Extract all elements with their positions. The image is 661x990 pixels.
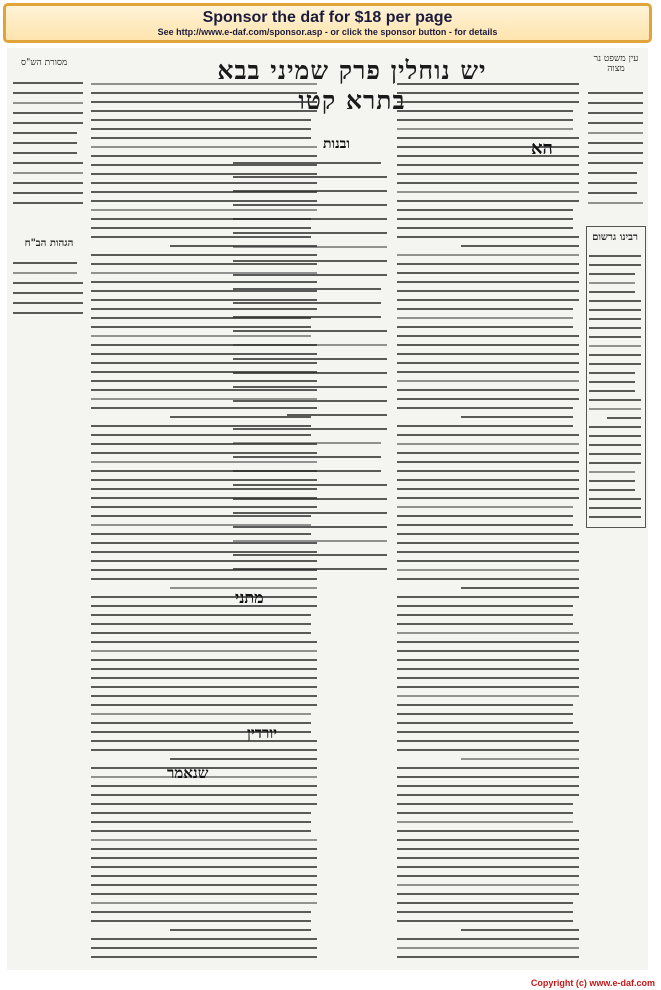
text-line	[91, 956, 317, 958]
text-line	[397, 668, 579, 670]
text-line	[397, 236, 579, 238]
text-line	[91, 677, 317, 679]
text-line	[13, 302, 83, 304]
text-line	[589, 363, 641, 365]
text-line	[397, 182, 579, 184]
text-line	[397, 263, 579, 265]
text-line	[397, 461, 579, 463]
text-line	[397, 947, 579, 949]
text-line	[397, 938, 579, 940]
text-line	[397, 920, 573, 922]
text-line	[589, 399, 641, 401]
text-line	[397, 848, 579, 850]
text-line	[397, 569, 579, 571]
page-headline: יש נוחלין פרק שמיני בבא בתרא קטו	[217, 56, 487, 115]
text-line	[91, 857, 317, 859]
text-line	[13, 192, 83, 194]
text-line	[589, 480, 635, 482]
text-line	[397, 200, 579, 202]
text-line	[91, 605, 317, 607]
text-line	[589, 336, 641, 338]
mishna-marker: הא	[531, 138, 553, 159]
text-line	[233, 512, 387, 514]
text-line	[397, 344, 579, 346]
text-line	[588, 102, 643, 104]
text-line	[397, 875, 579, 877]
text-line	[91, 794, 317, 796]
text-line	[588, 152, 643, 154]
text-line	[589, 291, 635, 293]
text-line	[91, 722, 311, 724]
text-line	[233, 232, 387, 234]
text-line	[91, 686, 317, 688]
text-line	[91, 632, 311, 634]
text-line	[589, 255, 641, 257]
text-line	[397, 731, 579, 733]
hagahot-column	[13, 254, 83, 314]
rabbeinu-gershom-label: רבינו גרשום	[592, 232, 638, 243]
text-line	[13, 262, 77, 264]
text-line	[91, 902, 317, 904]
text-line	[397, 632, 579, 634]
text-line	[397, 110, 573, 112]
text-line	[607, 417, 641, 419]
text-line	[91, 839, 317, 841]
text-line	[588, 162, 643, 164]
text-line	[397, 290, 579, 292]
text-line	[91, 938, 317, 940]
text-line	[588, 112, 643, 114]
sponsor-subtitle: See http://www.e-daf.com/sponsor.asp - or click the sponsor button - for details	[157, 27, 498, 37]
text-line	[397, 299, 579, 301]
text-line	[13, 82, 83, 84]
text-line	[461, 929, 579, 931]
text-line	[397, 308, 573, 310]
text-line	[91, 875, 317, 877]
text-line	[461, 245, 579, 247]
text-line	[13, 152, 77, 154]
text-line	[233, 540, 387, 542]
text-line	[13, 102, 83, 104]
text-line	[91, 749, 317, 751]
text-line	[397, 614, 573, 616]
copyright-notice: Copyright (c) www.e-daf.com	[530, 978, 655, 988]
text-line	[233, 260, 387, 262]
text-line	[461, 587, 579, 589]
text-line	[233, 218, 387, 220]
text-line	[91, 101, 317, 103]
text-line	[397, 956, 579, 958]
text-line	[397, 101, 579, 103]
text-line	[91, 821, 311, 823]
ein-mishpat-column	[588, 84, 643, 204]
text-line	[233, 428, 387, 430]
text-line	[397, 218, 573, 220]
text-line	[397, 704, 573, 706]
text-line	[397, 839, 579, 841]
text-line	[589, 300, 641, 302]
text-line	[589, 462, 641, 464]
text-line	[397, 128, 573, 130]
mishna-word: מתני	[235, 588, 264, 607]
text-line	[233, 386, 387, 388]
text-line	[589, 435, 641, 437]
rabbeinu-gershom-column	[589, 248, 641, 522]
text-line	[397, 740, 579, 742]
text-line	[91, 893, 317, 895]
text-line	[13, 202, 83, 204]
gemara-column	[233, 150, 387, 580]
text-line	[91, 695, 317, 697]
text-line	[397, 371, 579, 373]
text-line	[588, 142, 643, 144]
text-line	[588, 92, 643, 94]
text-line	[233, 246, 387, 248]
text-line	[397, 335, 579, 337]
text-line	[397, 488, 579, 490]
text-line	[397, 776, 579, 778]
mesorah-column	[13, 74, 83, 204]
sponsor-title[interactable]: Sponsor the daf for $18 per page	[202, 9, 453, 26]
talmud-page-scan	[7, 48, 648, 970]
text-line	[588, 132, 643, 134]
text-line	[13, 282, 83, 284]
text-line	[589, 516, 641, 518]
text-line	[13, 162, 83, 164]
text-line	[397, 794, 579, 796]
text-line	[397, 659, 579, 661]
text-line	[233, 568, 387, 570]
text-line	[233, 316, 381, 318]
text-line	[397, 713, 573, 715]
text-line	[397, 650, 579, 652]
text-line	[397, 407, 573, 409]
text-line	[397, 164, 579, 166]
text-line	[397, 515, 573, 517]
text-line	[397, 902, 573, 904]
text-line	[233, 344, 387, 346]
text-line	[91, 137, 311, 139]
text-line	[589, 426, 641, 428]
rashi-column	[397, 76, 579, 960]
text-line	[397, 497, 579, 499]
text-line	[91, 128, 311, 130]
lower-word-sheneemar: שנאמר	[167, 764, 209, 782]
text-line	[589, 444, 641, 446]
text-line	[397, 506, 573, 508]
text-line	[13, 142, 77, 144]
text-line	[397, 191, 579, 193]
text-line	[170, 758, 317, 760]
text-line	[233, 302, 381, 304]
text-line	[397, 749, 579, 751]
text-line	[91, 920, 311, 922]
text-line	[13, 132, 77, 134]
text-line	[13, 112, 83, 114]
text-line	[91, 866, 317, 868]
text-line	[397, 821, 573, 823]
text-line	[397, 560, 579, 562]
text-line	[589, 273, 635, 275]
text-line	[91, 911, 311, 913]
text-line	[397, 83, 579, 85]
text-line	[589, 453, 641, 455]
text-line	[589, 507, 641, 509]
mesorah-label: מסורת הש"ס	[21, 58, 68, 68]
text-line	[13, 312, 83, 314]
text-line	[397, 722, 573, 724]
text-line	[397, 119, 573, 121]
text-line	[233, 330, 387, 332]
text-line	[233, 176, 387, 178]
text-line	[397, 866, 579, 868]
text-line	[397, 812, 573, 814]
text-line	[91, 650, 317, 652]
text-line	[397, 830, 579, 832]
text-line	[233, 372, 387, 374]
text-line	[397, 695, 579, 697]
text-line	[397, 785, 579, 787]
text-line	[397, 380, 579, 382]
text-line	[397, 92, 579, 94]
text-line	[91, 659, 317, 661]
text-line	[91, 92, 317, 94]
text-line	[589, 408, 641, 410]
text-line	[397, 578, 579, 580]
text-line	[287, 414, 387, 416]
text-line	[397, 317, 573, 319]
text-line	[397, 803, 573, 805]
text-line	[170, 929, 311, 931]
text-line	[397, 677, 579, 679]
text-line	[397, 524, 573, 526]
text-line	[397, 893, 579, 895]
text-line	[13, 182, 83, 184]
text-line	[91, 641, 317, 643]
text-line	[589, 381, 635, 383]
text-line	[91, 668, 317, 670]
text-line	[91, 830, 311, 832]
text-line	[91, 947, 317, 949]
text-line	[589, 282, 635, 284]
text-line	[589, 318, 641, 320]
text-line	[397, 254, 579, 256]
text-line	[589, 489, 635, 491]
text-line	[233, 162, 381, 164]
text-line	[588, 192, 637, 194]
text-line	[13, 122, 83, 124]
text-line	[91, 623, 311, 625]
text-line	[91, 884, 317, 886]
text-line	[397, 389, 579, 391]
text-line	[397, 857, 579, 859]
text-line	[91, 596, 317, 598]
text-line	[397, 596, 579, 598]
text-line	[461, 416, 573, 418]
text-line	[397, 173, 579, 175]
text-line	[233, 358, 387, 360]
text-line	[91, 614, 311, 616]
text-line	[233, 288, 381, 290]
text-line	[233, 470, 381, 472]
text-line	[461, 758, 579, 760]
text-line	[13, 272, 77, 274]
text-line	[589, 345, 641, 347]
text-line	[397, 641, 579, 643]
text-line	[588, 182, 637, 184]
text-line	[91, 110, 317, 112]
text-line	[91, 803, 317, 805]
text-line	[397, 281, 579, 283]
text-line	[233, 274, 387, 276]
text-line	[397, 425, 573, 427]
gemara-opening-word: ובנות	[323, 136, 351, 152]
text-line	[397, 884, 579, 886]
text-line	[91, 713, 311, 715]
text-line	[588, 202, 643, 204]
text-line	[233, 400, 387, 402]
text-line	[397, 272, 579, 274]
text-line	[233, 498, 387, 500]
text-line	[233, 526, 387, 528]
text-line	[397, 353, 579, 355]
text-line	[91, 731, 311, 733]
text-line	[91, 812, 311, 814]
text-line	[589, 372, 635, 374]
text-line	[397, 443, 579, 445]
text-line	[91, 704, 317, 706]
text-line	[397, 452, 579, 454]
text-line	[233, 456, 381, 458]
text-line	[397, 623, 573, 625]
text-line	[397, 209, 573, 211]
text-line	[13, 92, 83, 94]
text-line	[397, 686, 579, 688]
hagahot-habach-label: הגהות הב"ח	[24, 238, 74, 249]
text-line	[397, 767, 579, 769]
text-line	[397, 533, 579, 535]
text-line	[397, 911, 573, 913]
text-line	[397, 605, 573, 607]
text-line	[589, 327, 641, 329]
text-line	[397, 470, 579, 472]
lower-word-yordin: יורדין	[247, 724, 278, 742]
text-line	[91, 785, 317, 787]
sponsor-banner[interactable]	[3, 3, 652, 43]
text-line	[397, 227, 573, 229]
text-line	[589, 309, 641, 311]
text-line	[397, 362, 579, 364]
text-line	[397, 542, 579, 544]
text-line	[91, 740, 317, 742]
text-line	[589, 471, 635, 473]
text-line	[397, 479, 579, 481]
text-line	[397, 326, 573, 328]
text-line	[233, 190, 387, 192]
text-line	[233, 484, 387, 486]
text-line	[397, 434, 579, 436]
ein-mishpat-label: עין משפט נר מצוה	[593, 54, 639, 74]
text-line	[91, 146, 317, 148]
text-line	[13, 172, 83, 174]
text-line	[13, 292, 83, 294]
text-line	[91, 119, 311, 121]
text-line	[233, 204, 387, 206]
text-line	[233, 554, 387, 556]
text-line	[589, 264, 641, 266]
text-line	[589, 498, 641, 500]
text-line	[91, 848, 317, 850]
text-line	[91, 83, 317, 85]
text-line	[233, 442, 381, 444]
text-line	[588, 122, 643, 124]
text-line	[397, 551, 579, 553]
text-line	[588, 172, 637, 174]
text-line	[589, 354, 641, 356]
text-line	[397, 398, 579, 400]
text-line	[589, 390, 635, 392]
